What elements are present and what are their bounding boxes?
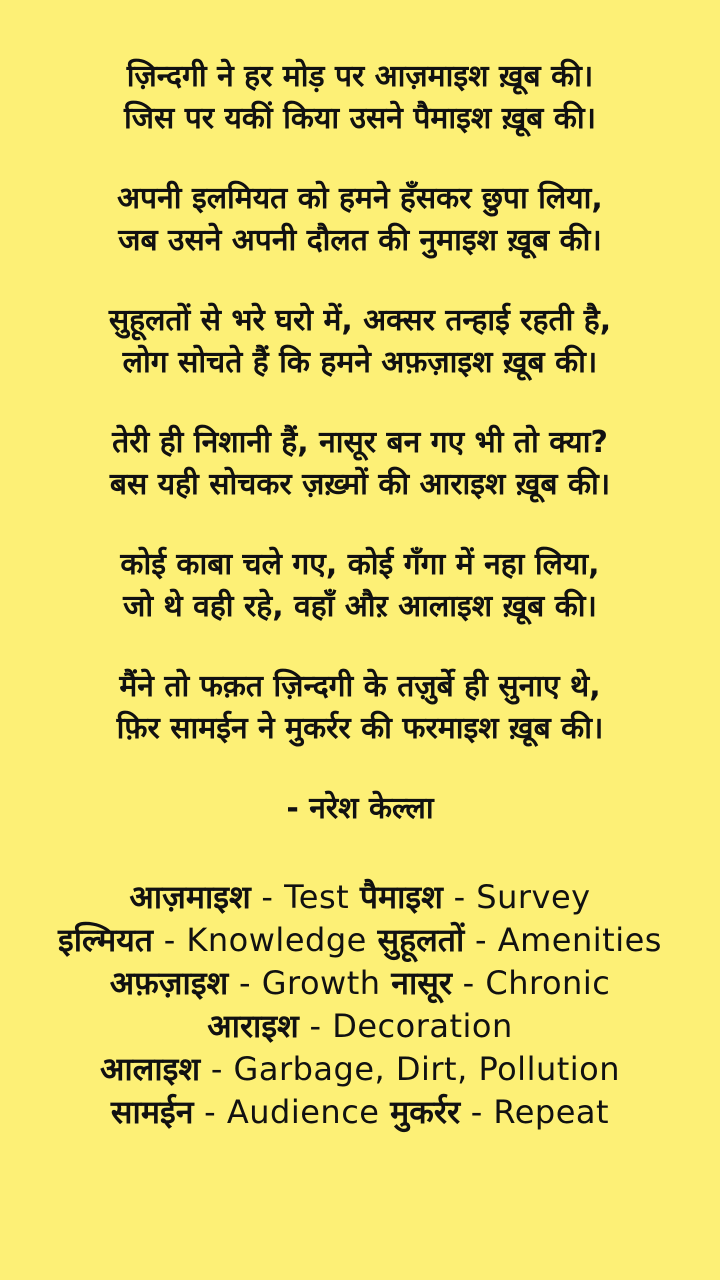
glossary-meaning: - Amenities — [464, 921, 662, 959]
glossary-line — [0, 962, 720, 1005]
glossary-meaning: - Decoration — [298, 1007, 513, 1045]
glossary-line — [0, 876, 720, 919]
poem-line: जो थे वही रहे, वहाँ औऱ आलाइश ख़ूब की। — [123, 589, 597, 624]
stanza-1 — [0, 56, 720, 140]
glossary-term: मुकर्रर — [390, 1093, 461, 1131]
glossary-meaning: - Audience — [193, 1093, 391, 1131]
glossary-meaning: - Growth — [228, 964, 392, 1002]
poem-line: सुहूलतों से भरे घरो में, अक्सर तन्हाई रहती है, — [108, 303, 612, 338]
glossary-meaning: - Survey — [442, 878, 591, 916]
poem-line: बस यही सोचकर ज़ख़्मों की आराइश ख़ूब की। — [109, 467, 611, 502]
glossary-line — [0, 919, 720, 962]
glossary-term: सामईन — [110, 1093, 194, 1131]
stanza-6 — [0, 666, 720, 750]
glossary-line — [0, 1005, 720, 1048]
poem-line: फ़िर सामईन ने मुकर्रर की फरमाइश ख़ूब की। — [116, 711, 604, 746]
poem-line: जिस पर यकीं किया उसने पैमाइश ख़ूब की। — [123, 101, 597, 136]
glossary-meaning: - Garbage, Dirt, Pollution — [200, 1050, 621, 1088]
glossary-meaning: - Repeat — [460, 1093, 610, 1131]
glossary-term: सुहूलतों — [377, 921, 465, 959]
glossary-term: आलाइश — [99, 1050, 201, 1088]
poem-line: मैंने तो फक़त ज़िन्दगी के तज़ुर्बे ही सुनाए थे, — [119, 669, 601, 704]
poem-line: जब उसने अपनी दौलत की नुमाइश ख़ूब की। — [118, 223, 602, 258]
glossary-term: आराइश — [207, 1007, 299, 1045]
stanza-4 — [0, 422, 720, 506]
poem-line: अपनी इलमियत को हमने हँसकर छुपा लिया, — [117, 181, 603, 216]
poem-line: तेरी ही निशानी हैं, नासूर बन गए भी तो क्या? — [112, 425, 608, 460]
glossary-meaning: - Test — [250, 878, 360, 916]
poem-line: ज़िन्दगी ने हर मोड़ पर आज़माइश ख़ूब की। — [126, 59, 594, 94]
poem-line: कोई काबा चले गए, कोई गँगा में नहा लिया, — [120, 547, 600, 582]
glossary — [0, 876, 720, 1134]
stanza-2 — [0, 178, 720, 262]
glossary-term: पैमाइश — [359, 878, 443, 916]
glossary-term: नासूर — [391, 964, 452, 1002]
glossary-term: आज़माइश — [129, 878, 251, 916]
author-credit: - नरेश केल्ला — [286, 791, 434, 826]
glossary-meaning: - Knowledge — [153, 921, 378, 959]
glossary-term: अफ़ज़ाइश — [109, 964, 229, 1002]
glossary-term: इल्मियत — [58, 921, 154, 959]
glossary-meaning: - Chronic — [451, 964, 611, 1002]
stanza-5 — [0, 544, 720, 628]
glossary-line — [0, 1048, 720, 1091]
stanza-3 — [0, 300, 720, 384]
poem-line: लोग सोचते हैं कि हमने अफ़ज़ाइश ख़ूब की। — [122, 345, 598, 380]
glossary-line — [0, 1091, 720, 1134]
